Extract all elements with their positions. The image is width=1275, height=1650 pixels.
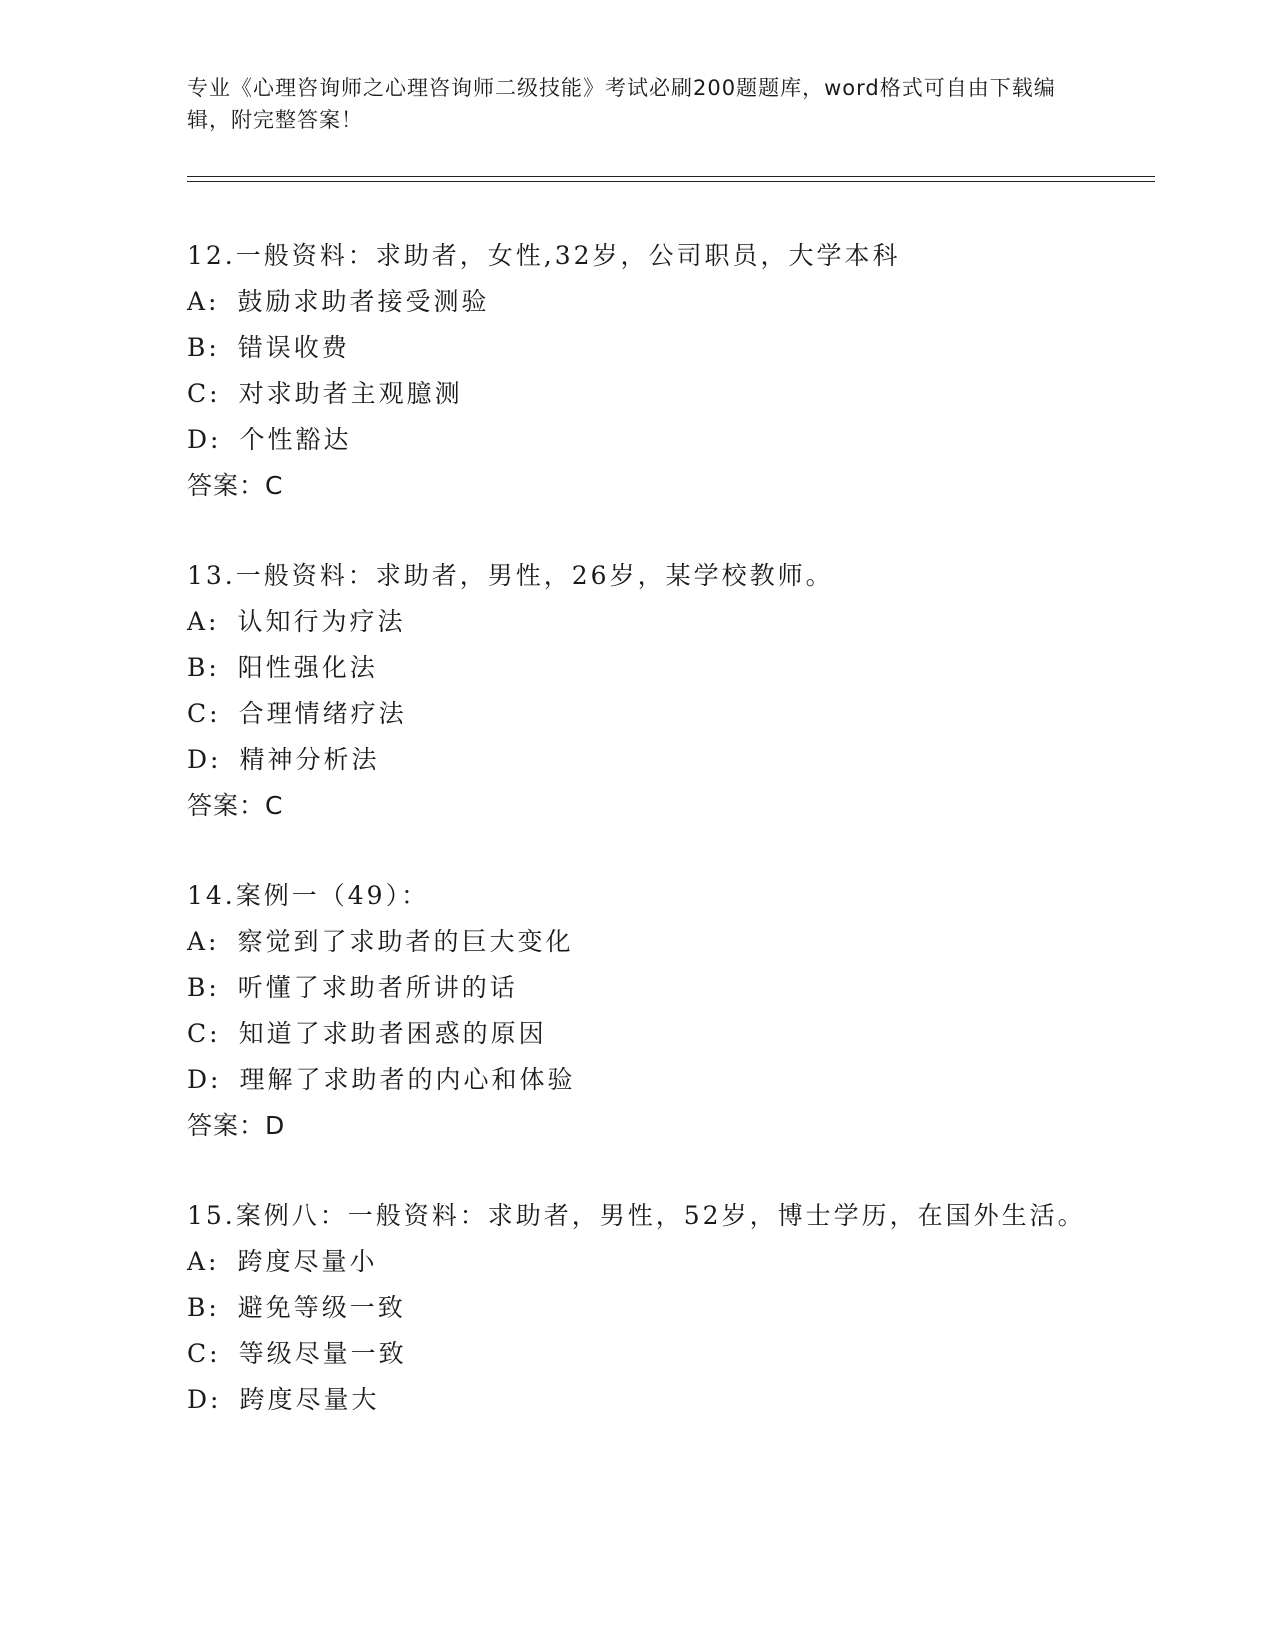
option-text: 听懂了求助者所讲的话: [237, 973, 518, 1002]
option-a: [187, 919, 1087, 965]
option-text: 精神分析法: [239, 745, 380, 774]
option-letter: A:: [187, 607, 220, 636]
option-a: [187, 599, 1087, 645]
option-d: [187, 737, 1087, 783]
option-letter: D:: [187, 1065, 222, 1094]
option-text: 对求助者主观臆测: [238, 379, 463, 408]
question-13: [187, 553, 1087, 829]
option-letter: C:: [187, 1019, 221, 1048]
option-text: 理解了求助者的内心和体验: [239, 1065, 576, 1094]
option-letter: D:: [187, 1385, 222, 1414]
option-text: 鼓励求助者接受测验: [237, 287, 490, 316]
question-stem: 13.一般资料：求助者，男性，26岁，某学校教师。: [187, 561, 834, 590]
header-divider-top: [187, 176, 1155, 177]
header-divider-bottom: [187, 181, 1155, 182]
option-text: 阳性强化法: [237, 653, 378, 682]
answer-line: 答案：C: [187, 791, 284, 820]
option-a: [187, 279, 1087, 325]
option-c: [187, 371, 1087, 417]
option-c: [187, 691, 1087, 737]
option-letter: A:: [187, 927, 220, 956]
option-letter: C:: [187, 1339, 221, 1368]
option-letter: B:: [187, 1293, 220, 1322]
option-d: [187, 1057, 1087, 1103]
option-text: 避免等级一致: [237, 1293, 406, 1322]
option-text: 察觉到了求助者的巨大变化: [237, 927, 574, 956]
question-stem: 14.案例一（49）：: [187, 881, 430, 910]
option-text: 个性豁达: [239, 425, 352, 454]
question-15: [187, 1193, 1087, 1423]
option-d: [187, 1377, 1087, 1423]
option-text: 合理情绪疗法: [238, 699, 407, 728]
option-b: [187, 965, 1087, 1011]
option-b: [187, 325, 1087, 371]
option-letter: D:: [187, 745, 222, 774]
option-letter: A:: [187, 1247, 220, 1276]
question-stem: 12.一般资料：求助者，女性,32岁，公司职员，大学本科: [187, 241, 901, 270]
option-text: 错误收费: [237, 333, 350, 362]
option-letter: C:: [187, 379, 221, 408]
option-text: 认知行为疗法: [237, 607, 406, 636]
option-letter: D:: [187, 425, 222, 454]
option-letter: B:: [187, 653, 220, 682]
option-letter: B:: [187, 333, 220, 362]
option-letter: B:: [187, 973, 220, 1002]
option-text: 知道了求助者困惑的原因: [238, 1019, 547, 1048]
option-b: [187, 645, 1087, 691]
question-12: [187, 233, 1087, 509]
option-letter: C:: [187, 699, 221, 728]
document-header: 专业《心理咨询师之心理咨询师二级技能》考试必刷200题题库，word格式可自由下载编辑，附完整答案！: [187, 76, 1056, 132]
option-b: [187, 1285, 1087, 1331]
answer-line: 答案：D: [187, 1111, 286, 1140]
option-letter: A:: [187, 287, 220, 316]
option-text: 跨度尽量大: [239, 1385, 380, 1414]
option-c: [187, 1331, 1087, 1377]
option-text: 跨度尽量小: [237, 1247, 378, 1276]
option-c: [187, 1011, 1087, 1057]
question-14: [187, 873, 1087, 1149]
question-stem: 15.案例八：一般资料：求助者，男性，52岁，博士学历，在国外生活。: [187, 1201, 1086, 1230]
option-d: [187, 417, 1087, 463]
option-text: 等级尽量一致: [238, 1339, 407, 1368]
answer-line: 答案：C: [187, 471, 284, 500]
option-a: [187, 1239, 1087, 1285]
